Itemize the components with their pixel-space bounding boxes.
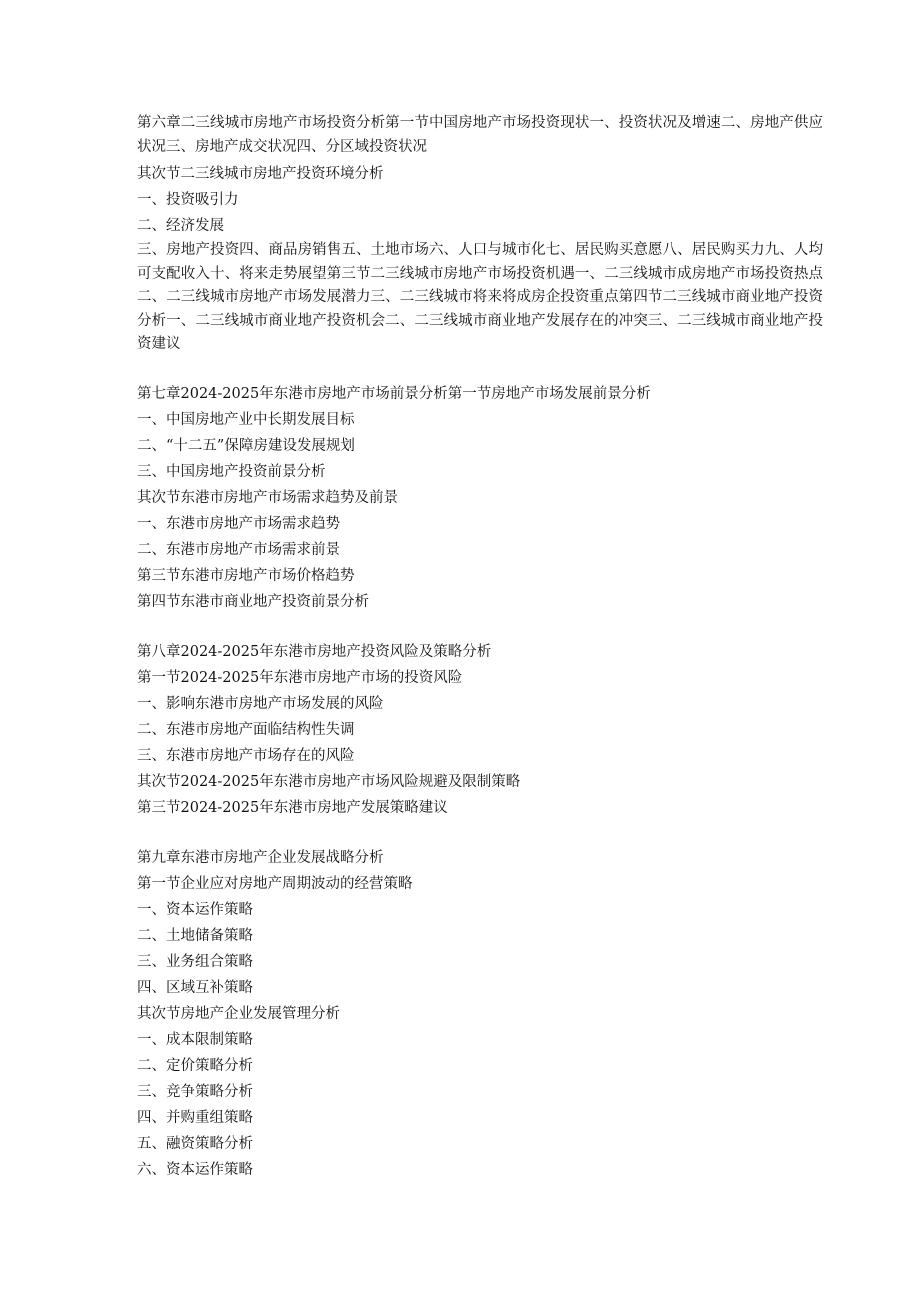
toc-line: 第四节东港市商业地产投资前景分析 (137, 593, 369, 610)
chapter-6-section (137, 112, 823, 357)
document-body (137, 112, 823, 1207)
chapter-7-section (137, 381, 823, 615)
chapter-7-heading: 第七章2024-2025年东港市房地产市场前景分析第一节房地产市场发展前景分析 (137, 385, 651, 402)
toc-line: 一、影响东港市房地产市场发展的风险 (137, 695, 384, 712)
toc-line: 一、成本限制策略 (137, 1031, 253, 1048)
chapter-6-long-paragraph: 三、房地产投资四、商品房销售五、土地市场六、人口与城市化七、居民购买意愿八、居民购买力九、人均可支配收入十、将来走势展望第三节二三线城市房地产市场投资机遇一、二三线城市成房地产市场投资热点二、二三线城市房地产市场发展潜力三、二三线城市将来将成房企投资重点第四节二三线城市商业地产投资分析一、二三线城市商业地产投资机会二、二三线城市商业地产发展存在的冲突三、二三线城市商业地产投资建议 (137, 242, 823, 352)
chapter-8-section (137, 639, 823, 821)
toc-line: 二、定价策略分析 (137, 1057, 253, 1074)
chapter-6-heading-paragraph: 第六章二三线城市房地产市场投资分析第一节中国房地产市场投资现状一、投资状况及增速二、房地产供应状况三、房地产成交状况四、分区域投资状况 (137, 115, 823, 155)
toc-line: 三、中国房地产投资前景分析 (137, 463, 326, 480)
toc-line: 三、东港市房地产市场存在的风险 (137, 747, 355, 764)
toc-line: 第三节东港市房地产市场价格趋势 (137, 567, 355, 584)
chapter-8-heading: 第八章2024-2025年东港市房地产投资风险及策略分析 (137, 643, 492, 660)
toc-line: 二、东港市房地产面临结构性失调 (137, 721, 355, 738)
toc-line: 三、业务组合策略 (137, 953, 253, 970)
toc-line: 六、资本运作策略 (137, 1161, 253, 1178)
toc-line: 一、东港市房地产市场需求趋势 (137, 515, 340, 532)
toc-line: 其次节东港市房地产市场需求趋势及前景 (137, 489, 398, 506)
toc-line: 四、并购重组策略 (137, 1109, 253, 1126)
toc-line: 其次节2024-2025年东港市房地产市场风险规避及限制策略 (137, 773, 521, 790)
toc-line: 一、中国房地产业中长期发展目标 (137, 411, 355, 428)
chapter-9-heading: 第九章东港市房地产企业发展战略分析 (137, 849, 384, 866)
toc-line: 其次节房地产企业发展管理分析 (137, 1005, 340, 1022)
toc-line: 三、竞争策略分析 (137, 1083, 253, 1100)
toc-line: 第一节企业应对房地产周期波动的经营策略 (137, 875, 413, 892)
toc-line: 二、“十二五”保障房建设发展规划 (137, 437, 355, 454)
toc-line: 一、资本运作策略 (137, 901, 253, 918)
toc-line: 第三节2024-2025年东港市房地产发展策略建议 (137, 799, 448, 816)
toc-line: 第一节2024-2025年东港市房地产市场的投资风险 (137, 669, 463, 686)
toc-line: 五、融资策略分析 (137, 1135, 253, 1152)
toc-line: 四、区域互补策略 (137, 979, 253, 996)
toc-line: 二、东港市房地产市场需求前景 (137, 541, 340, 558)
toc-line: 一、投资吸引力 (137, 192, 239, 208)
toc-line: 二、经济发展 (137, 218, 224, 234)
toc-line: 二、土地储备策略 (137, 927, 253, 944)
toc-line: 其次节二三线城市房地产投资环境分析 (137, 166, 384, 182)
chapter-9-section (137, 845, 823, 1183)
